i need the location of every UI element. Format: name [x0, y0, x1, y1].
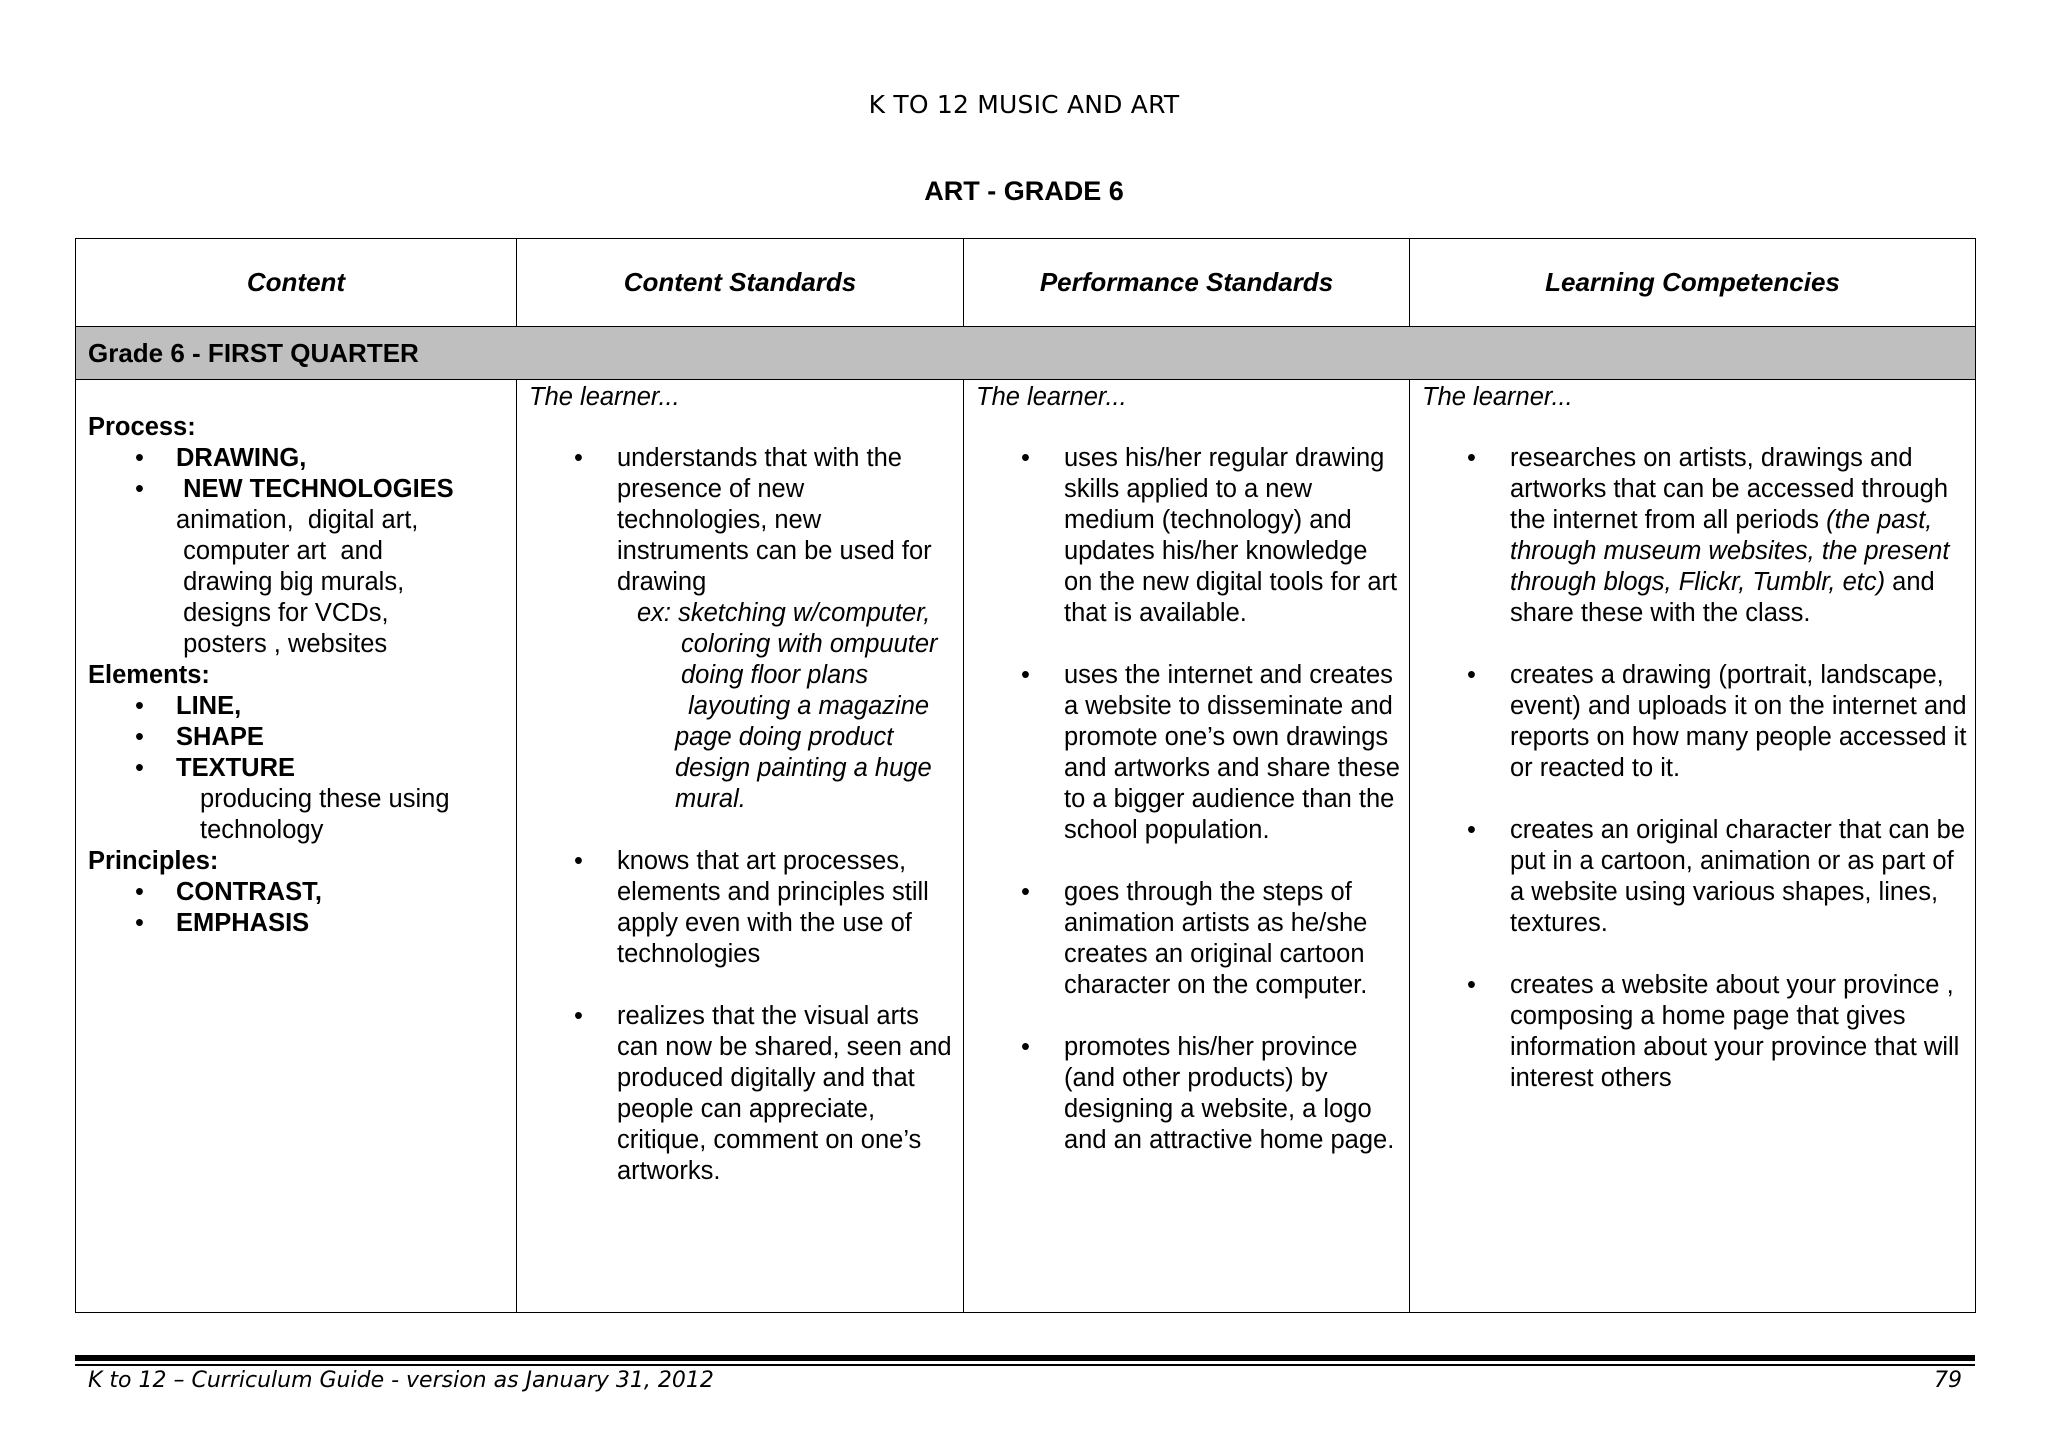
list-item: • NEW TECHNOLOGIES — [135, 475, 454, 503]
document-header-title: K TO 12 MUSIC AND ART — [868, 90, 1180, 119]
learning-competencies-list — [1410, 443, 1967, 1125]
list-item: • LINE, — [135, 692, 242, 720]
table-header-row — [76, 239, 1976, 327]
elements-list — [88, 691, 508, 784]
page-number: 79 — [1934, 1368, 1962, 1393]
footer-version-text: K to 12 – Curriculum Guide - version as January 31, 2012 — [88, 1368, 714, 1393]
process-label: Process: — [88, 413, 196, 441]
principles-list — [88, 877, 508, 939]
table-body-row — [76, 380, 1976, 1313]
list-item: • creates a website about your province , composing a home page that gives information about your province that will interest others — [1467, 971, 1960, 1092]
footer-divider-thin — [75, 1364, 1975, 1366]
quarter-row — [76, 327, 1976, 380]
content-standards-list — [517, 443, 955, 1218]
content-standards-cell — [517, 380, 964, 1313]
list-item: • DRAWING, — [135, 444, 307, 472]
header-content: Content — [76, 239, 517, 327]
quarter-label: Grade 6 - FIRST QUARTER — [76, 327, 1976, 380]
list-item: • promotes his/her province (and other products) by designing a website, a logo and an attractive home page. — [1021, 1033, 1395, 1154]
list-item: • SHAPE — [135, 723, 264, 751]
list-item: • CONTRAST, — [135, 878, 322, 906]
lead-text: The learner... — [1422, 383, 1573, 411]
performance-standards-cell — [964, 380, 1410, 1313]
principles-label: Principles: — [88, 847, 219, 875]
list-item: • understands that with the presence of new technologies, new instruments can be used for drawing ex: sketching w/computer, coloring with ompuuter doing floor plans layouting a magazine page doing product design painting a huge mural. — [574, 444, 938, 813]
document-sub-title: ART - GRADE 6 — [924, 176, 1124, 206]
list-item: • creates an original character that can be put in a cartoon, animation or as part of a website using various shapes, lines, textures. — [1467, 816, 1966, 937]
list-item: • goes through the steps of animation artists as he/she creates an original cartoon character on the computer. — [1021, 878, 1368, 999]
list-item: • researches on artists, drawings and artworks that can be accessed through the internet from all periods (the past, through museum websites, the present through blogs, Flickr, Tumblr, etc) and share these with the class. — [1467, 444, 1950, 627]
list-item: • EMPHASIS — [135, 909, 310, 937]
header-content-standards: Content Standards — [517, 239, 964, 327]
elements-notes: producing these using technology — [200, 785, 450, 844]
content-cell — [76, 380, 517, 1313]
curriculum-table — [75, 238, 1976, 1313]
learning-competencies-cell — [1410, 380, 1976, 1313]
lead-text: The learner... — [976, 383, 1127, 411]
header-learning-competencies: Learning Competencies — [1410, 239, 1976, 327]
performance-standards-list — [964, 443, 1401, 1187]
header-performance-standards: Performance Standards — [964, 239, 1410, 327]
elements-label: Elements: — [88, 661, 210, 689]
process-notes: animation, digital art, computer art and drawing big murals, designs for VCDs, posters , websites — [176, 506, 419, 658]
list-item: • uses the internet and creates a website to disseminate and promote one’s own drawings and artworks and share these to a bigger audience than the school population. — [1021, 661, 1400, 844]
process-list — [88, 443, 508, 505]
list-item: • TEXTURE — [135, 754, 296, 782]
footer-divider-thick — [75, 1355, 1975, 1361]
list-item: • knows that art processes, elements and principles still apply even with the use of technologies — [574, 847, 929, 968]
list-item: • uses his/her regular drawing skills applied to a new medium (technology) and updates his/her knowledge on the new digital tools for art that is available. — [1021, 444, 1398, 627]
list-item: • realizes that the visual arts can now be shared, seen and produced digitally and that people can appreciate, critique, comment on one’s artworks. — [574, 1002, 952, 1185]
list-item: • creates a drawing (portrait, landscape, event) and uploads it on the internet and reports on how many people accessed it or reacted to it. — [1467, 661, 1967, 782]
lead-text: The learner... — [529, 383, 680, 411]
